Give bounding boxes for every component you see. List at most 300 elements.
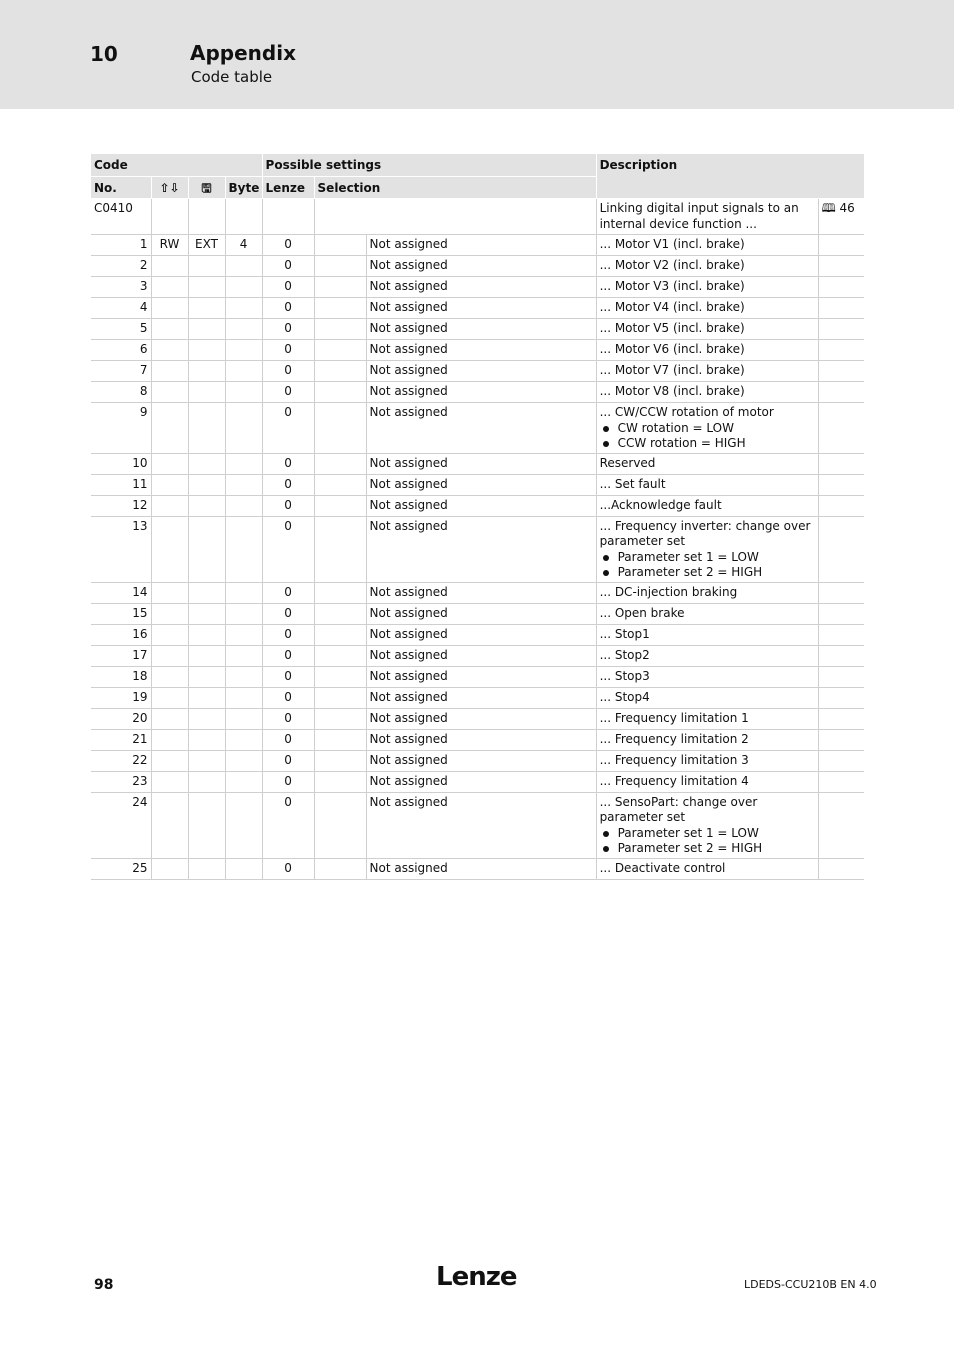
reference-empty [818, 666, 864, 687]
selection-value: Not assigned [366, 645, 596, 666]
description-text: ... DC-injection braking [599, 584, 738, 599]
subcode-number: 14 [91, 582, 151, 603]
subcode-number: 18 [91, 666, 151, 687]
save-type [188, 603, 225, 624]
reference-empty [818, 382, 864, 403]
byte-size [225, 729, 262, 750]
reference-empty [818, 319, 864, 340]
access-rights [151, 298, 188, 319]
byte-size [225, 403, 262, 454]
subcode-description [596, 319, 818, 340]
description-text: Reserved [599, 455, 656, 470]
access-rights [151, 340, 188, 361]
description-text: ...Acknowledge fault [599, 497, 722, 512]
selection-value: Not assigned [366, 403, 596, 454]
description-text: ... Motor V4 (incl. brake) [599, 300, 745, 314]
reference-empty [818, 474, 864, 495]
access-rights [151, 792, 188, 858]
subcode-description [596, 792, 818, 858]
header-description: Description [596, 154, 864, 199]
selection-spacer [314, 708, 366, 729]
lenze-default: 0 [262, 298, 314, 319]
byte-size [225, 277, 262, 298]
subcode-number: 11 [91, 474, 151, 495]
lenze-logo: Lenze [436, 1262, 517, 1292]
table-row [91, 729, 864, 750]
reference-empty [818, 340, 864, 361]
lenze-default: 0 [262, 858, 314, 879]
subcode-description [596, 474, 818, 495]
selection-spacer [314, 277, 366, 298]
lenze-default: 0 [262, 453, 314, 474]
description-text: ... Stop4 [599, 689, 650, 704]
subcode-description [596, 666, 818, 687]
byte-size [225, 858, 262, 879]
byte-size [225, 516, 262, 582]
selection-value: Not assigned [366, 687, 596, 708]
selection-value: Not assigned [366, 361, 596, 382]
table-row [91, 603, 864, 624]
table-row [91, 235, 864, 256]
lenze-default: 0 [262, 792, 314, 858]
access-rights [151, 858, 188, 879]
lenze-default: 0 [262, 666, 314, 687]
subcode-number: 5 [91, 319, 151, 340]
access-rights: RW [151, 235, 188, 256]
subcode-description [596, 495, 818, 516]
save-type [188, 340, 225, 361]
access-rights [151, 382, 188, 403]
selection-spacer [314, 319, 366, 340]
table-row [91, 792, 864, 858]
subcode-description [596, 453, 818, 474]
save-type [188, 750, 225, 771]
subcode-description [596, 624, 818, 645]
byte-size [225, 256, 262, 277]
save-type [188, 708, 225, 729]
byte-size [225, 645, 262, 666]
byte-size [225, 319, 262, 340]
subcode-number: 21 [91, 729, 151, 750]
access-rights [151, 666, 188, 687]
page-reference-number: 46 [839, 201, 855, 215]
selection-value: Not assigned [366, 298, 596, 319]
description-text: ... Frequency limitation 1 [599, 710, 749, 725]
lenze-default: 0 [262, 645, 314, 666]
selection-value: Not assigned [366, 474, 596, 495]
selection-value: Not assigned [366, 666, 596, 687]
header-possible-settings: Possible settings [262, 154, 596, 177]
access-rights [151, 624, 188, 645]
subcode-description [596, 687, 818, 708]
book-icon: 🕮 [821, 201, 836, 215]
page-number: 98 [94, 1277, 114, 1293]
save-type [188, 495, 225, 516]
table-row [91, 403, 864, 454]
save-type [188, 516, 225, 582]
access-rights [151, 256, 188, 277]
subcode-description [596, 361, 818, 382]
subcode-description [596, 858, 818, 879]
table-row [91, 495, 864, 516]
save-type [188, 729, 225, 750]
description-text: ... Frequency limitation 3 [599, 752, 749, 767]
lenze-default: 0 [262, 771, 314, 792]
save-icon: 🖫 [188, 177, 225, 199]
reference-empty [818, 645, 864, 666]
header-lenze: Lenze [262, 177, 314, 199]
save-type [188, 361, 225, 382]
subcode-number: 9 [91, 403, 151, 454]
description-text: ... Motor V1 (incl. brake) [599, 237, 745, 251]
subcode-number: 6 [91, 340, 151, 361]
subcode-description [596, 256, 818, 277]
subcode-description [596, 298, 818, 319]
byte-size [225, 495, 262, 516]
subcode-number: 1 [91, 235, 151, 256]
access-rights [151, 729, 188, 750]
description-bullet: Parameter set 2 = HIGH [600, 841, 815, 857]
subcode-number: 15 [91, 603, 151, 624]
subcode-description [596, 403, 818, 454]
reference-empty [818, 792, 864, 858]
subcode-description [596, 277, 818, 298]
table-row [91, 516, 864, 582]
selection-value: Not assigned [366, 495, 596, 516]
reference-empty [818, 687, 864, 708]
save-type [188, 453, 225, 474]
byte-size [225, 666, 262, 687]
subcode-number: 22 [91, 750, 151, 771]
lenze-default: 0 [262, 319, 314, 340]
subcode-number: 17 [91, 645, 151, 666]
selection-spacer [314, 235, 366, 256]
save-type [188, 582, 225, 603]
lenze-default: 0 [262, 624, 314, 645]
byte-size [225, 708, 262, 729]
selection-value: Not assigned [366, 750, 596, 771]
subcode-number: 4 [91, 298, 151, 319]
code-table [91, 154, 864, 880]
save-type [188, 298, 225, 319]
reference-empty [818, 582, 864, 603]
save-type [188, 687, 225, 708]
subcode-number: 13 [91, 516, 151, 582]
subcode-number: 20 [91, 708, 151, 729]
lenze-default: 0 [262, 687, 314, 708]
selection-value: Not assigned [366, 277, 596, 298]
selection-spacer [314, 624, 366, 645]
selection-value: Not assigned [366, 708, 596, 729]
byte-size [225, 582, 262, 603]
reference-empty [818, 516, 864, 582]
byte-size [225, 474, 262, 495]
reference-empty [818, 256, 864, 277]
lenze-default: 0 [262, 582, 314, 603]
header-code: Code [91, 154, 262, 177]
access-rights [151, 687, 188, 708]
reference-empty [818, 708, 864, 729]
save-type [188, 277, 225, 298]
selection-value: Not assigned [366, 382, 596, 403]
description-text: ... Deactivate control [599, 860, 726, 875]
table-row [91, 624, 864, 645]
selection-value: Not assigned [366, 235, 596, 256]
selection-spacer [314, 645, 366, 666]
byte-size [225, 603, 262, 624]
selection-spacer [314, 403, 366, 454]
reference-empty [818, 771, 864, 792]
save-type [188, 382, 225, 403]
byte-size: 4 [225, 235, 262, 256]
reference-empty [818, 403, 864, 454]
subcode-description [596, 771, 818, 792]
code-value: C0410 [91, 199, 151, 235]
subcode-number: 23 [91, 771, 151, 792]
subcode-number: 25 [91, 858, 151, 879]
selection-spacer [314, 382, 366, 403]
description-text: ... CW/CCW rotation of motor [599, 405, 774, 419]
lenze-default: 0 [262, 256, 314, 277]
save-type [188, 792, 225, 858]
subcode-description [596, 382, 818, 403]
description-bullet: Parameter set 2 = HIGH [600, 565, 815, 581]
reference-empty [818, 361, 864, 382]
subcode-number: 16 [91, 624, 151, 645]
access-rights [151, 582, 188, 603]
description-bullet: CW rotation = LOW [600, 421, 815, 437]
reference-empty [818, 858, 864, 879]
lenze-default: 0 [262, 495, 314, 516]
table-row [91, 340, 864, 361]
table-row [91, 582, 864, 603]
description-text: ... Frequency limitation 2 [599, 731, 749, 746]
selection-spacer [314, 771, 366, 792]
lenze-default: 0 [262, 729, 314, 750]
subcode-description [596, 582, 818, 603]
reference-empty [818, 495, 864, 516]
code-description: Linking digital input signals to an internal device function ... [596, 199, 818, 235]
selection-value: Not assigned [366, 340, 596, 361]
access-rights [151, 750, 188, 771]
access-rights [151, 453, 188, 474]
access-rights [151, 708, 188, 729]
description-text: ... Stop3 [599, 668, 650, 683]
save-type [188, 319, 225, 340]
byte-size [225, 771, 262, 792]
selection-spacer [314, 666, 366, 687]
subcode-description [596, 340, 818, 361]
access-rights [151, 645, 188, 666]
table-row [91, 687, 864, 708]
reference-empty [818, 277, 864, 298]
code-row [91, 199, 864, 235]
subcode-number: 10 [91, 453, 151, 474]
subcode-description [596, 235, 818, 256]
byte-size [225, 382, 262, 403]
byte-size [225, 750, 262, 771]
subcode-number: 2 [91, 256, 151, 277]
lenze-default: 0 [262, 340, 314, 361]
lenze-default: 0 [262, 361, 314, 382]
save-type [188, 771, 225, 792]
subcode-number: 19 [91, 687, 151, 708]
selection-value: Not assigned [366, 603, 596, 624]
selection-spacer [314, 474, 366, 495]
selection-spacer [314, 729, 366, 750]
selection-value: Not assigned [366, 453, 596, 474]
byte-size [225, 361, 262, 382]
description-text: ... SensoPart: change over parameter set [599, 794, 758, 824]
description-text: ... Motor V8 (incl. brake) [599, 384, 745, 398]
table-row [91, 474, 864, 495]
subcode-number: 24 [91, 792, 151, 858]
save-type [188, 256, 225, 277]
selection-spacer [314, 361, 366, 382]
chapter-title: Appendix [190, 41, 296, 65]
description-text: ... Motor V2 (incl. brake) [599, 258, 745, 272]
save-type [188, 666, 225, 687]
selection-value: Not assigned [366, 858, 596, 879]
description-text: ... Open brake [599, 605, 685, 620]
subcode-description [596, 708, 818, 729]
page-reference [818, 199, 864, 235]
selection-value: Not assigned [366, 624, 596, 645]
access-rights [151, 319, 188, 340]
table-row [91, 858, 864, 879]
access-rights [151, 277, 188, 298]
selection-spacer [314, 858, 366, 879]
save-type: EXT [188, 235, 225, 256]
reference-empty [818, 624, 864, 645]
lenze-default: 0 [262, 516, 314, 582]
lenze-default: 0 [262, 403, 314, 454]
table-row [91, 453, 864, 474]
header-byte: Byte [225, 177, 262, 199]
access-rights [151, 474, 188, 495]
table-row [91, 298, 864, 319]
byte-size [225, 340, 262, 361]
lenze-default: 0 [262, 382, 314, 403]
access-rights [151, 771, 188, 792]
byte-size [225, 687, 262, 708]
subcode-number: 3 [91, 277, 151, 298]
section-title: Code table [191, 68, 273, 86]
chapter-number: 10 [90, 42, 118, 66]
selection-value: Not assigned [366, 319, 596, 340]
subcode-number: 8 [91, 382, 151, 403]
description-bullet: CCW rotation = HIGH [600, 436, 815, 452]
table-row [91, 256, 864, 277]
table-header-row [91, 154, 864, 177]
table-row [91, 645, 864, 666]
reference-empty [818, 750, 864, 771]
reference-empty [818, 729, 864, 750]
description-text: ... Frequency inverter: change over parameter set [599, 518, 811, 548]
table-row [91, 361, 864, 382]
table-row [91, 750, 864, 771]
selection-spacer [314, 687, 366, 708]
byte-size [225, 453, 262, 474]
selection-spacer [314, 495, 366, 516]
table-row [91, 771, 864, 792]
selection-value: Not assigned [366, 792, 596, 858]
description-text: ... Motor V3 (incl. brake) [599, 279, 745, 293]
selection-spacer [314, 792, 366, 858]
reference-empty [818, 298, 864, 319]
lenze-default: 0 [262, 474, 314, 495]
subcode-description [596, 603, 818, 624]
subcode-description [596, 729, 818, 750]
selection-spacer [314, 582, 366, 603]
save-type [188, 645, 225, 666]
description-text: ... Stop1 [599, 626, 650, 641]
selection-spacer [314, 603, 366, 624]
save-type [188, 474, 225, 495]
selection-value: Not assigned [366, 729, 596, 750]
selection-spacer [314, 256, 366, 277]
table-row [91, 277, 864, 298]
description-text: ... Motor V7 (incl. brake) [599, 363, 745, 377]
table-row [91, 666, 864, 687]
subcode-description [596, 750, 818, 771]
read-write-icon: ⇧⇩ [151, 177, 188, 199]
reference-empty [818, 453, 864, 474]
table-row [91, 708, 864, 729]
header-selection: Selection [314, 177, 596, 199]
lenze-default: 0 [262, 750, 314, 771]
subcode-description [596, 516, 818, 582]
description-text: ... Motor V6 (incl. brake) [599, 342, 745, 356]
lenze-default: 0 [262, 277, 314, 298]
description-bullet: Parameter set 1 = LOW [600, 826, 815, 842]
access-rights [151, 495, 188, 516]
access-rights [151, 361, 188, 382]
selection-value: Not assigned [366, 516, 596, 582]
selection-value: Not assigned [366, 256, 596, 277]
byte-size [225, 792, 262, 858]
document-id: LDEDS-CCU210B EN 4.0 [744, 1278, 877, 1291]
selection-spacer [314, 516, 366, 582]
subcode-number: 12 [91, 495, 151, 516]
selection-value: Not assigned [366, 582, 596, 603]
access-rights [151, 516, 188, 582]
selection-spacer [314, 340, 366, 361]
table-row [91, 319, 864, 340]
description-bullet: Parameter set 1 = LOW [600, 550, 815, 566]
header-no: No. [91, 177, 151, 199]
save-type [188, 624, 225, 645]
lenze-default: 0 [262, 708, 314, 729]
byte-size [225, 624, 262, 645]
description-text: ... Stop2 [599, 647, 650, 662]
subcode-number: 7 [91, 361, 151, 382]
subcode-description [596, 645, 818, 666]
save-type [188, 858, 225, 879]
access-rights [151, 603, 188, 624]
lenze-default: 0 [262, 235, 314, 256]
description-text: ... Set fault [599, 476, 666, 491]
table-row [91, 382, 864, 403]
selection-spacer [314, 453, 366, 474]
selection-spacer [314, 298, 366, 319]
page-header [0, 0, 954, 109]
byte-size [225, 298, 262, 319]
save-type [188, 403, 225, 454]
reference-empty [818, 235, 864, 256]
description-text: ... Motor V5 (incl. brake) [599, 321, 745, 335]
reference-empty [818, 603, 864, 624]
